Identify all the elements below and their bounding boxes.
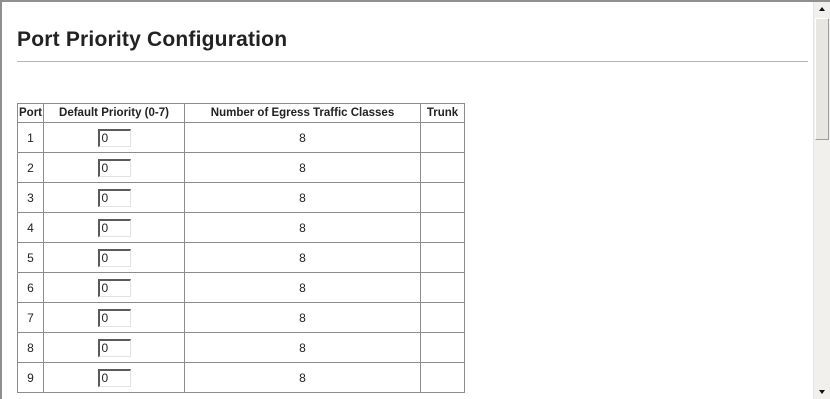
- trunk-cell: [421, 303, 465, 333]
- egress-classes-cell: 8: [185, 213, 421, 243]
- egress-classes-cell: 8: [185, 273, 421, 303]
- default-priority-input[interactable]: [98, 129, 131, 147]
- egress-classes-cell: 8: [185, 333, 421, 363]
- trunk-cell: [421, 213, 465, 243]
- egress-classes-cell: 8: [185, 243, 421, 273]
- table-row: [18, 273, 465, 303]
- trunk-cell: [421, 183, 465, 213]
- column-header-egress-classes: Number of Egress Traffic Classes: [185, 104, 421, 123]
- scroll-down-button[interactable]: [814, 385, 830, 399]
- page-content: [2, 2, 813, 399]
- egress-classes-cell: 8: [185, 303, 421, 333]
- port-cell: 5: [18, 243, 44, 273]
- column-header-port: Port: [18, 104, 44, 123]
- trunk-cell: [421, 273, 465, 303]
- port-priority-table: [17, 103, 465, 393]
- scroll-up-button[interactable]: [814, 2, 830, 16]
- priority-cell: [44, 243, 185, 273]
- trunk-cell: [421, 333, 465, 363]
- default-priority-input[interactable]: [98, 369, 131, 387]
- scroll-thumb[interactable]: [815, 18, 829, 140]
- port-cell: 6: [18, 273, 44, 303]
- title-divider: [17, 61, 808, 62]
- triangle-down-icon: [819, 390, 825, 394]
- priority-cell: [44, 123, 185, 153]
- column-header-default-priority: Default Priority (0-7): [44, 104, 185, 123]
- default-priority-input[interactable]: [98, 219, 131, 237]
- vertical-scrollbar[interactable]: [813, 2, 830, 399]
- table-row: [18, 303, 465, 333]
- port-cell: 1: [18, 123, 44, 153]
- default-priority-input[interactable]: [98, 309, 131, 327]
- triangle-up-icon: [819, 7, 825, 11]
- port-cell: 4: [18, 213, 44, 243]
- default-priority-input[interactable]: [98, 339, 131, 357]
- priority-cell: [44, 183, 185, 213]
- table-row: [18, 183, 465, 213]
- default-priority-input[interactable]: [98, 189, 131, 207]
- table-row: [18, 213, 465, 243]
- default-priority-input[interactable]: [98, 159, 131, 177]
- trunk-cell: [421, 363, 465, 393]
- column-header-trunk: Trunk: [421, 104, 465, 123]
- table-row: [18, 243, 465, 273]
- trunk-cell: [421, 243, 465, 273]
- priority-cell: [44, 303, 185, 333]
- table-row: [18, 363, 465, 393]
- trunk-cell: [421, 123, 465, 153]
- table-row: [18, 153, 465, 183]
- priority-cell: [44, 333, 185, 363]
- priority-cell: [44, 153, 185, 183]
- page-title: Port Priority Configuration: [17, 28, 288, 51]
- trunk-cell: [421, 153, 465, 183]
- default-priority-input[interactable]: [98, 249, 131, 267]
- port-cell: 3: [18, 183, 44, 213]
- default-priority-input[interactable]: [98, 279, 131, 297]
- table-row: [18, 333, 465, 363]
- table-header-row: [18, 104, 465, 123]
- port-cell: 2: [18, 153, 44, 183]
- priority-cell: [44, 363, 185, 393]
- priority-cell: [44, 213, 185, 243]
- port-cell: 9: [18, 363, 44, 393]
- egress-classes-cell: 8: [185, 183, 421, 213]
- table-row: [18, 123, 465, 153]
- priority-cell: [44, 273, 185, 303]
- egress-classes-cell: 8: [185, 153, 421, 183]
- port-cell: 7: [18, 303, 44, 333]
- egress-classes-cell: 8: [185, 363, 421, 393]
- egress-classes-cell: 8: [185, 123, 421, 153]
- port-cell: 8: [18, 333, 44, 363]
